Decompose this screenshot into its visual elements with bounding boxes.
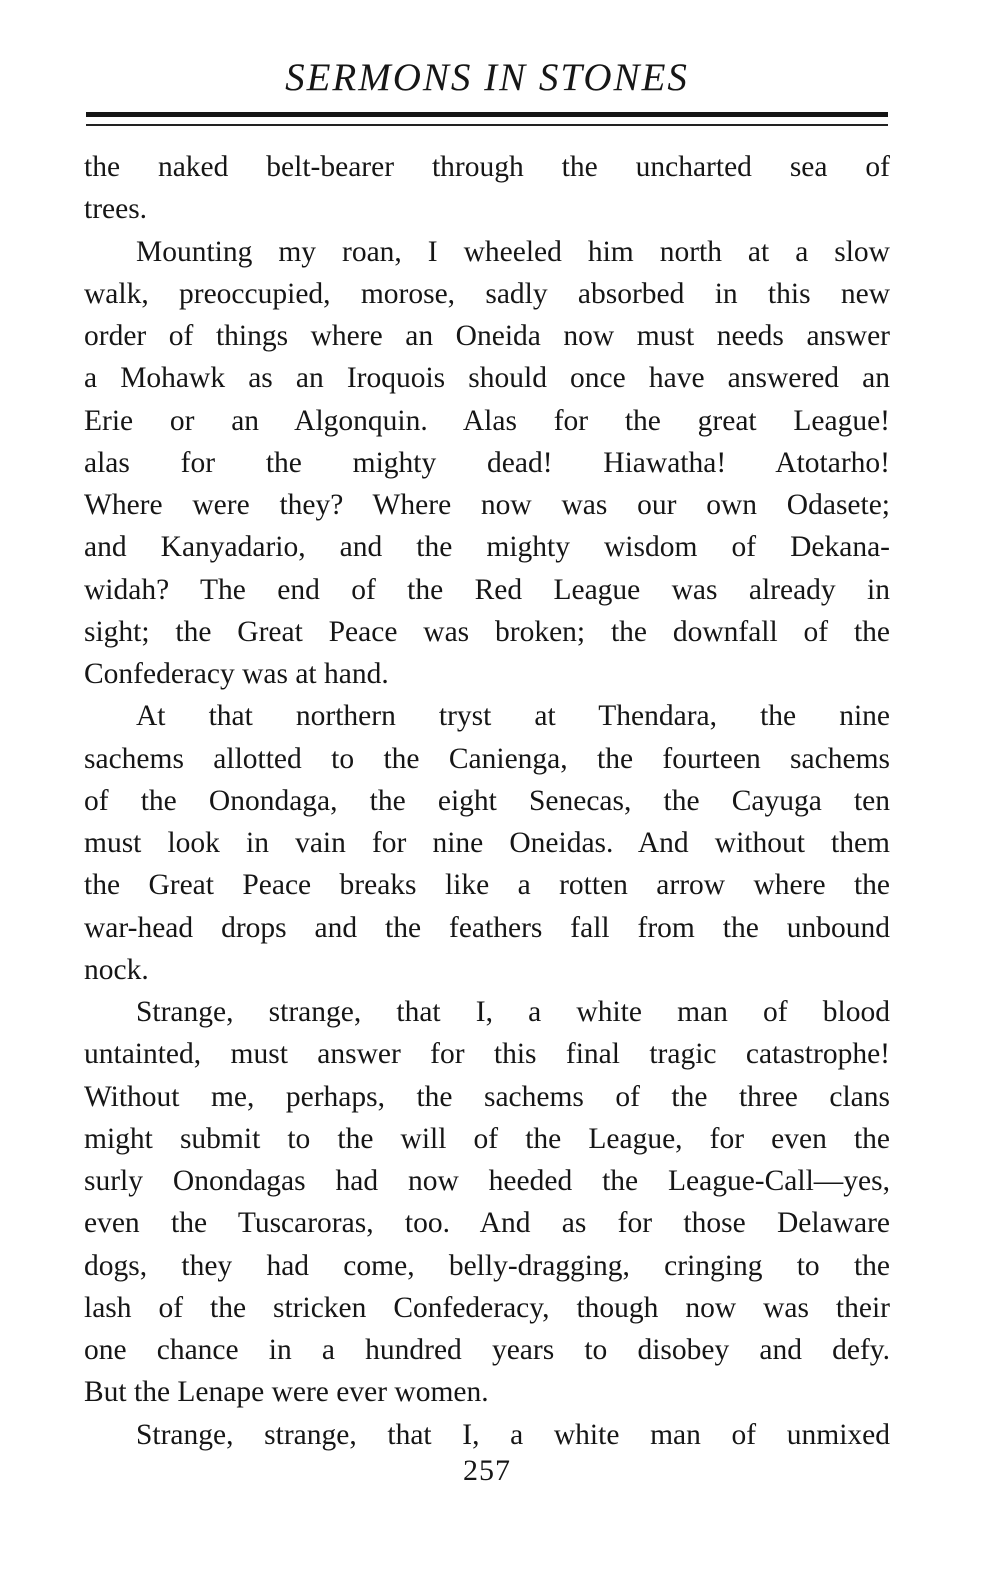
text-line: dogs, they had come, belly-dragging, cringing to the (84, 1249, 890, 1282)
text-line: war-head drops and the feathers fall from the unbound (84, 911, 890, 944)
header-rule-thick (86, 112, 888, 117)
text-line: Without me, perhaps, the sachems of the three clans (84, 1080, 890, 1113)
text-line: widah? The end of the Red League was already in (84, 573, 890, 606)
text-line: Strange, strange, that I, a white man of blood (136, 996, 890, 1028)
text-line: the Great Peace breaks like a rotten arrow where the (84, 869, 890, 902)
text-line: and Kanyadario, and the mighty wisdom of Dekana- (84, 531, 890, 564)
text-line: walk, preoccupied, morose, sadly absorbed in this new (84, 277, 890, 310)
running-head-title: SERMONS IN STONES (285, 56, 689, 99)
text-line: nock. (84, 953, 149, 986)
page-number: 257 (463, 1454, 511, 1487)
text-line: But the Lenape were ever women. (84, 1376, 489, 1409)
text-line: must look in vain for nine Oneidas. And without them (84, 827, 890, 859)
text-line: Mounting my roan, I wheeled him north at a slow (136, 235, 890, 268)
text-line: Erie or an Algonquin. Alas for the great League! (84, 404, 890, 437)
text-line: one chance in a hundred years to disobey and defy. (84, 1334, 890, 1366)
text-line: a Mohawk as an Iroquois should once have answered an (84, 362, 890, 395)
text-line: untainted, must answer for this final tragic catastrophe! (84, 1038, 890, 1071)
text-line: Strange, strange, that I, a white man of unmixed (136, 1418, 890, 1451)
text-line: even the Tuscaroras, too. And as for those Delaware (84, 1207, 890, 1240)
text-line: order of things where an Oneida now must needs answer (84, 320, 890, 352)
text-line: sight; the Great Peace was broken; the downfall of the (84, 615, 890, 648)
text-line: trees. (84, 193, 148, 226)
text-line: the naked belt-bearer through the uncharted sea of (84, 151, 890, 183)
text-line: sachems allotted to the Canienga, the fourteen sachems (84, 742, 890, 775)
text-line: surly Onondagas had now heeded the League-Call—yes, (84, 1165, 890, 1197)
header-rule-thin (86, 124, 888, 126)
text-line: lash of the stricken Confederacy, though now was their (84, 1291, 890, 1324)
text-line: alas for the mighty dead! Hiawatha! Atotarho! (84, 446, 890, 479)
body-text (84, 146, 890, 1456)
text-line: Where were they? Where now was our own Odasete; (84, 489, 890, 521)
text-line: Confederacy was at hand. (84, 658, 389, 690)
text-line: of the Onondaga, the eight Senecas, the Cayuga ten (84, 784, 890, 817)
text-line: At that northern tryst at Thendara, the nine (136, 700, 890, 733)
text-line: might submit to the will of the League, for even the (84, 1122, 890, 1155)
